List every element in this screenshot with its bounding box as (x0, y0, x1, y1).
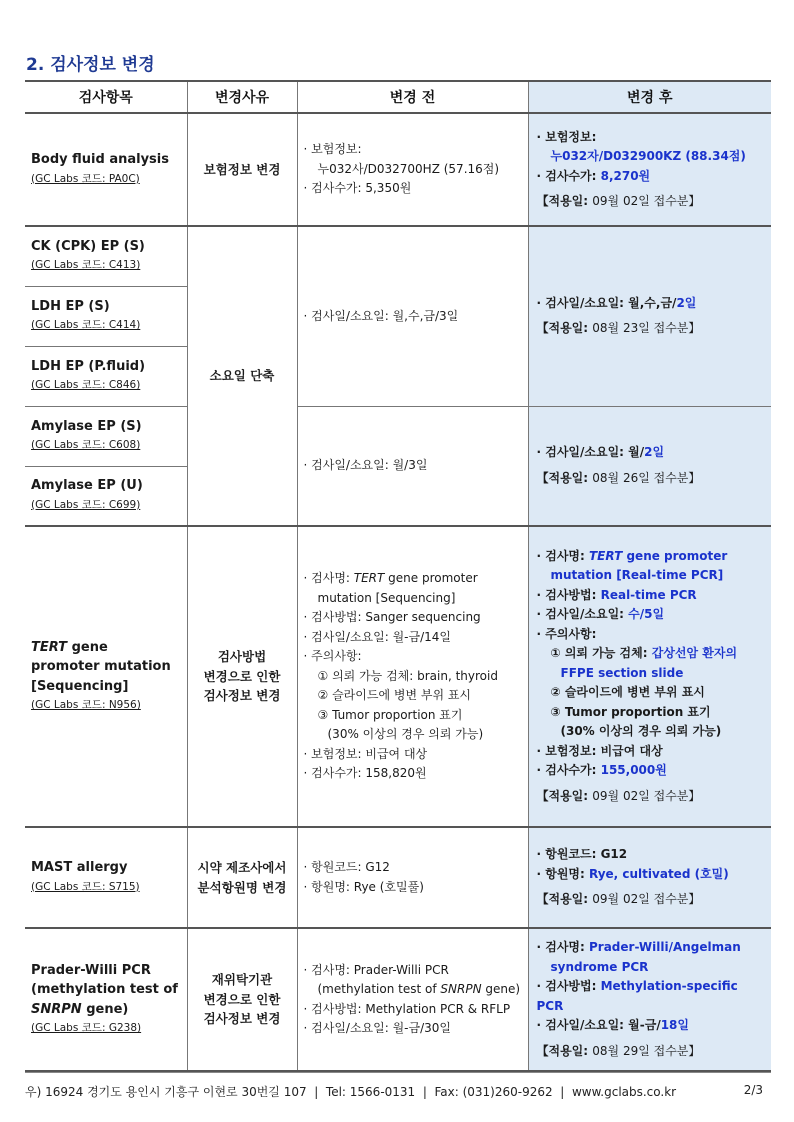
item-cell (25, 827, 187, 928)
test-code: (GC Labs 코드: G238) (31, 1022, 142, 1034)
reason-cell: 보험정보 변경 (187, 113, 297, 226)
test-code: (GC Labs 코드: PA0C) (31, 172, 140, 185)
test-name: TERT gene (31, 639, 108, 655)
after-cell (528, 827, 771, 928)
before-line: · 검사수가: 158,820원 (303, 766, 427, 781)
before-line: ② 슬라이드에 병변 부위 표시 (317, 688, 472, 703)
item-cell (25, 466, 187, 526)
table-row (25, 928, 771, 1071)
before-line: · 검사일/소요일: 월-금/14일 (303, 629, 452, 644)
item-cell (25, 526, 187, 827)
header-item: 검사항목 (25, 81, 187, 113)
apply-date: 【적용일: 08월 29일 접수분】 (536, 1043, 701, 1058)
header-reason: 변경사유 (187, 81, 297, 113)
item-cell (25, 226, 187, 286)
table-row (25, 526, 771, 827)
apply-date: 【적용일: 09월 02일 접수분】 (536, 788, 701, 803)
test-name: (methylation test of (31, 982, 178, 997)
after-line: · 검사일/소요일: 월,수,금/2일 (536, 295, 697, 310)
test-name: SNRPN gene) (31, 1001, 129, 1017)
after-line: · 검사방법: Real-time PCR (536, 587, 697, 602)
apply-date: 【적용일: 08월 26일 접수분】 (536, 470, 701, 485)
before-line: (30% 이상의 경우 의뢰 가능) (327, 727, 484, 742)
item-cell (25, 286, 187, 346)
after-value: FFPE section slide (560, 665, 684, 680)
before-line: · 검사수가: 5,350원 (303, 181, 412, 196)
before-line: · 검사명: TERT gene promoter (303, 571, 478, 586)
after-line: · 보험정보: 비급여 대상 (536, 743, 663, 758)
before-line: · 검사방법: Sanger sequencing (303, 610, 481, 625)
before-line: ① 의뢰 가능 검체: brain, thyroid (317, 668, 498, 683)
test-name: Prader-Willi PCR (31, 962, 151, 978)
apply-date: 【적용일: 08월 23일 접수분】 (536, 321, 701, 336)
before-line: · 보험정보: (303, 142, 362, 157)
test-name: CK (CPK) EP (S) (31, 238, 145, 254)
before-line: ③ Tumor proportion 표기 (317, 707, 463, 722)
after-line: · 항원코드: G12 (536, 847, 628, 862)
before-line: · 항원명: Rye (호밀풀) (303, 879, 424, 894)
page-number: 2/3 (743, 1083, 763, 1097)
table-row (25, 827, 771, 928)
table-row (25, 226, 771, 286)
before-line: mutation [Sequencing] (317, 590, 456, 605)
before-cell (297, 113, 528, 226)
after-line: · 검사일/소요일: 수/5일 (536, 607, 665, 622)
after-cell (528, 928, 771, 1071)
after-cell (528, 406, 771, 526)
after-value: 누032자/D032900KZ (88.34점) (550, 149, 746, 163)
after-line: · 검사일/소요일: 월-금/18일 (536, 1018, 689, 1032)
table-row (25, 113, 771, 226)
before-line: · 항원코드: G12 (303, 860, 390, 874)
item-cell (25, 346, 187, 406)
after-line: · 검사수가: 8,270원 (536, 168, 651, 183)
after-line: · 검사수가: 155,000원 (536, 763, 667, 778)
after-line: · 항원명: Rye, cultivated (호밀) (536, 866, 729, 881)
before-line: · 검사방법: Methylation PCR & RFLP (303, 1001, 511, 1016)
test-name: promoter mutation (31, 659, 171, 674)
before-cell: · 검사일/소요일: 월/3일 (297, 406, 528, 526)
test-code: (GC Labs 코드: C414) (31, 319, 141, 331)
reason-cell: 재위탁기관 변경으로 인한 검사정보 변경 (187, 928, 297, 1071)
change-table (25, 80, 771, 1072)
after-line: · 보험정보: (536, 129, 597, 144)
before-cell (297, 827, 528, 928)
after-line: ③ Tumor proportion 표기 (550, 704, 711, 719)
header-before: 변경 전 (297, 81, 528, 113)
test-name: LDH EP (S) (31, 298, 110, 314)
before-line: · 주의사항: (303, 649, 362, 664)
after-line: · 주의사항: (536, 626, 597, 641)
after-line: · 검사일/소요일: 월/2일 (536, 445, 665, 460)
after-cell (528, 226, 771, 406)
after-cell (528, 113, 771, 226)
before-line: · 검사일/소요일: 월-금/30일 (303, 1021, 452, 1035)
item-cell (25, 928, 187, 1071)
test-code: (GC Labs 코드: S715) (31, 880, 140, 893)
test-name: LDH EP (P.fluid) (31, 358, 146, 374)
table-header-row (25, 81, 771, 113)
reason-cell: 소요일 단축 (187, 226, 297, 526)
test-name: [Sequencing] (31, 678, 129, 694)
before-cell (297, 526, 528, 827)
test-name: Amylase EP (U) (31, 478, 143, 494)
reason-cell: 검사방법 변경으로 인한 검사정보 변경 (187, 526, 297, 827)
footer-address: 우) 16924 경기도 용인시 기흥구 이현로 30번길 107 | Tel: 1566-0131 | Fax: (031)260-9262 | www.gclabs.co.kr (25, 1085, 677, 1099)
item-cell (25, 113, 187, 226)
after-line: · 검사방법: Methylation-specific PCR (536, 979, 738, 1013)
after-cell (528, 526, 771, 827)
before-cell: · 검사일/소요일: 월,수,금/3일 (297, 226, 528, 406)
after-line: ① 의뢰 가능 검체: 갑상선암 환자의 (550, 646, 738, 661)
reason-cell: 시약 제조사에서 분석항원명 변경 (187, 827, 297, 928)
after-line: · 검사명: TERT gene promoter (536, 548, 728, 563)
item-cell (25, 406, 187, 466)
apply-date: 【적용일: 09월 02일 접수분】 (536, 892, 701, 907)
after-line: · 검사명: Prader-Willi/Angelman (536, 940, 741, 954)
apply-date: 【적용일: 09월 02일 접수분】 (536, 194, 701, 208)
after-line: (30% 이상의 경우 의뢰 가능) (560, 724, 722, 739)
before-cell (297, 928, 528, 1071)
test-code: (GC Labs 코드: C699) (31, 498, 141, 511)
after-value: mutation [Real-time PCR] (550, 568, 724, 583)
test-name: MAST allergy (31, 860, 128, 875)
before-line: · 검사명: Prader-Willi PCR (303, 962, 449, 977)
page-footer (25, 1072, 771, 1100)
header-after: 변경 후 (528, 81, 771, 113)
before-line: (methylation test of SNRPN gene) (317, 982, 521, 996)
test-code: (GC Labs 코드: C413) (31, 259, 141, 272)
test-code: (GC Labs 코드: N956) (31, 699, 141, 711)
table-row (25, 406, 771, 466)
test-name: Amylase EP (S) (31, 418, 142, 434)
before-line: 누032사/D032700HZ (57.16점) (317, 161, 500, 176)
test-code: (GC Labs 코드: C608) (31, 439, 141, 451)
after-value: syndrome PCR (550, 959, 649, 974)
before-line: · 보험정보: 비급여 대상 (303, 746, 428, 761)
after-line: ② 슬라이드에 병변 부위 표시 (550, 685, 705, 700)
test-code: (GC Labs 코드: C846) (31, 379, 141, 391)
test-name: Body fluid analysis (31, 152, 169, 167)
section-title: 2. 검사정보 변경 (26, 55, 155, 75)
